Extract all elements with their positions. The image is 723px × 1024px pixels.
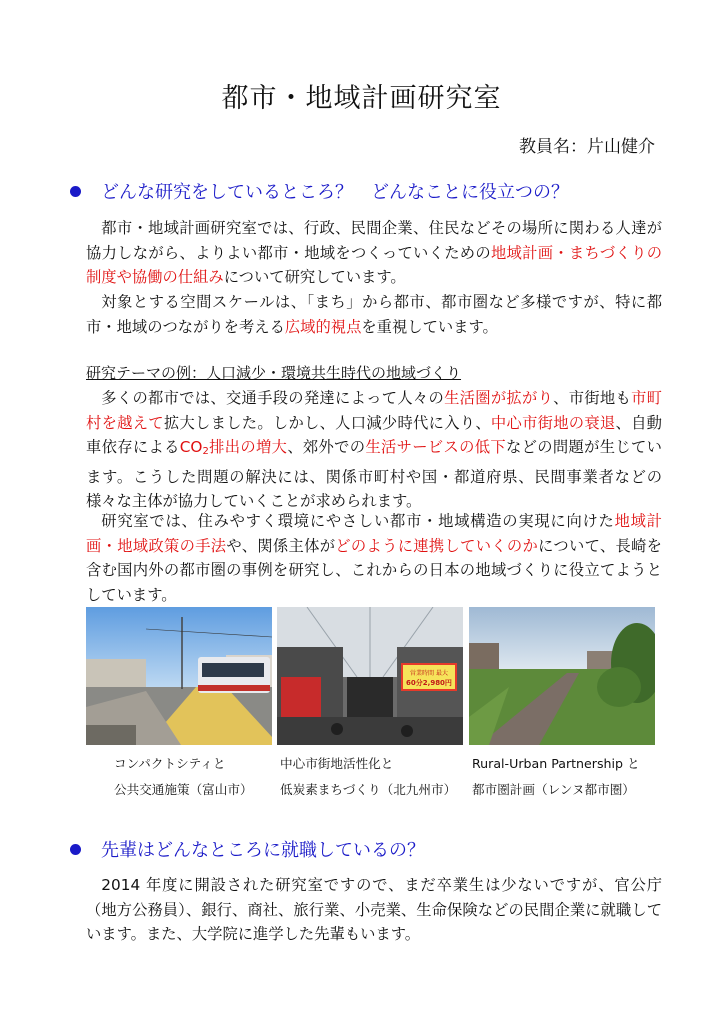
paragraph-scale: 対象とする空間スケールは、「まち」から都市、都市圏など多様ですが、特に都市・地域のつながりを考える広域的視点を重視しています。 — [86, 293, 662, 336]
highlight: 広域的視点 — [284, 317, 362, 336]
page-title: 都市・地域計画研究室 — [221, 83, 502, 114]
photo2-sign-price: 60分2,980円 — [406, 679, 452, 687]
caption-rennes: Rural-Urban Partnership と 都市圏計画（レンヌ都市圏） — [472, 756, 640, 797]
bullet-icon — [70, 186, 81, 197]
caption-toyama: コンパクトシティと 公共交通施策（富山市） — [114, 756, 253, 797]
paragraph-intro: 都市・地域計画研究室では、行政、民間企業、住民などその場所に関わる人達が協力しながら、よりよい都市・地域をつくっていくための地域計画・まちづくりの制度や協働の仕組みについて研究しています。 — [86, 219, 662, 286]
paragraph-careers: 2014 年度に開設された研究室ですので、まだ卒業生は少ないですが、官公庁（地方公務員）、銀行、商社、旅行業、小売業、生命保険などの民間企業に就職しています。また、大学院に進学した先輩もいます。 — [86, 876, 662, 943]
teacher-name: 教員名：片山健介 — [519, 137, 655, 157]
caption-kitakyushu: 中心市街地活性化と 低炭素まちづくり（北九州市） — [280, 756, 457, 797]
paragraph-lab-aim: 研究室では、住みやすく環境にやさしい都市・地域構造の実現に向けた地域計画・地域政策の手法や、関係主体がどのように連携していくのかについて、長崎を含む国内外の都市圏の事例を研究し、これからの日本の地域づくりに役立てようとしています。 — [86, 512, 662, 604]
highlight: 地域計画・まちづくりの制度や協働の仕組み — [86, 243, 662, 286]
photo-rennes-path — [469, 607, 655, 745]
research-theme-label: 研究テーマの例：人口減少・環境共生時代の地域づくり — [86, 364, 462, 382]
photo2-sign-text: 営業時間 最大 — [410, 670, 448, 677]
heading-text: 先輩はどんなところに就職しているの？ — [101, 840, 425, 861]
section-heading-research — [70, 178, 569, 204]
photo-kitakyushu-arcade — [277, 607, 463, 745]
paragraph-problems: 多くの都市では、交通手段の発達によって人々の生活圏が拡がり、市街地も市町村を越えて拡大しました。しかし、人口減少時代に入り、中心市街地の衰退、自動車依存による$CO_2$排出の増大、郊外での生活サービスの低下などの問題が生じています。こうした問題の解決には、関係市町村や国・都道府県、民間事業者などの様々な主体が協力していくことが求められます。 — [86, 389, 662, 510]
heading-text: どんな研究をしているところ？ どんなことに役立つの？ — [101, 182, 569, 203]
photo-toyama-tram — [86, 607, 272, 745]
bullet-icon — [70, 844, 81, 855]
section-heading-careers — [70, 836, 425, 862]
